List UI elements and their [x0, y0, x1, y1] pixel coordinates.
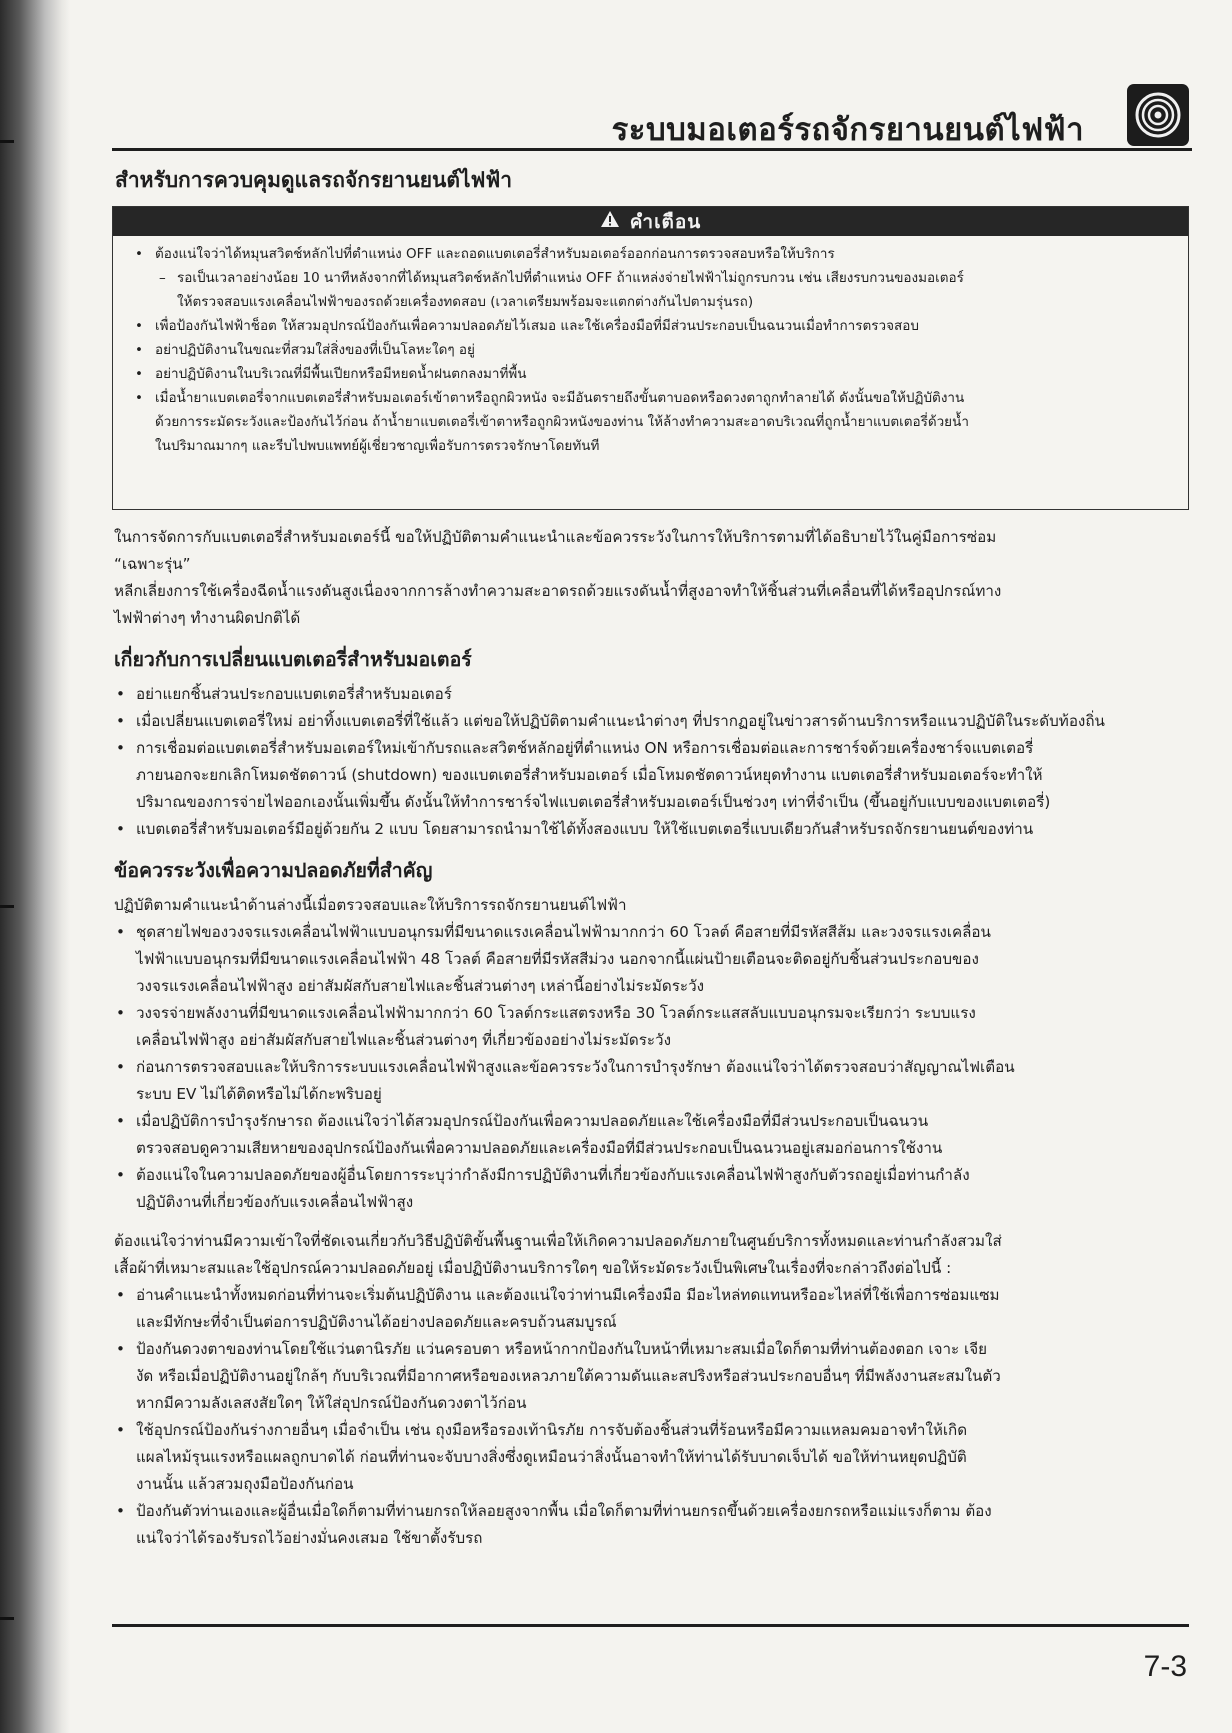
page-header-title: ระบบมอเตอร์รถจักรยานยนต์ไฟฟ้า [611, 112, 1084, 148]
warning-subitem: – รอเป็นเวลาอย่างน้อย 10 นาทีหลังจากที่ได้หมุนสวิตช์หลักไปที่ตำแหน่ง OFF ถ้าแหล่งจ่ายไฟฟ้าไม่ถูกรบกวน เช่น เสียงรบกวนของมอเตอร์ [159, 270, 964, 286]
warning-item: • อย่าปฏิบัติงานในบริเวณที่มีพื้นเปียกหรือมีหยดน้ำฝนตกลงมาที่พื้น [135, 366, 527, 382]
warning-item-continued: ในปริมาณมากๆ และรีบไปพบแพทย์ผู้เชี่ยวชาญเพื่อรับการตรวจรักษาโดยทันที [155, 438, 600, 454]
section-subtitle: สำหรับการควบคุมดูแลรถจักรยานยนต์ไฟฟ้า [115, 168, 513, 192]
safety-precautions-list [114, 919, 1192, 1216]
list-item: • ใช้อุปกรณ์ป้องกันร่างกายอื่นๆ เมื่อจำเป็น เช่น ถุงมือหรือรองเท้านิรภัย การจับต้องชิ้นส่วนที่ร้อนหรือมีความแหลมคมอาจทำให้เกิด แผลไหม้รุนแรงหรือแผลถูกบาดได้ ก่อนที่ท่านจะจับบางสิ่งซึ่งดูเหมือนว่าสิ่งนั้นอาจทำให้ท่านได้รับบาดเจ็บได้ ขอให้ท่านหยุดปฏิบัติ งานนั้น แล้วสวมถุงมือป้องกันก่อน [116, 1421, 968, 1493]
list-item: • เมื่อเปลี่ยนแบตเตอรี่ใหม่ อย่าทิ้งแบตเตอรี่ที่ใช้แล้ว แต่ขอให้ปฏิบัติตามคำแนะนำต่างๆ ที่ปรากฏอยู่ในข่าวสารด้านบริการหรือแนวปฏิบัติในระดับท้องถิ่น [116, 712, 1105, 730]
header-divider [112, 148, 1192, 151]
intro-paragraph: “เฉพาะรุ่น” [114, 555, 191, 573]
general-safety-list [114, 1282, 1192, 1552]
intro-paragraph: ในการจัดการกับแบตเตอรี่สำหรับมอเตอร์นี้ ขอให้ปฏิบัติตามคำแนะนำและข้อควรระวังในการให้บริการตามที่ได้อธิบายไว้ในคู่มือการซ่อม [114, 528, 997, 546]
warning-item: • ต้องแน่ใจว่าได้หมุนสวิตช์หลักไปที่ตำแหน่ง OFF และถอดแบตเตอรี่สำหรับมอเตอร์ออกก่อนการตรวจสอบหรือให้บริการ [135, 246, 835, 262]
list-item: • ป้องกันดวงตาของท่านโดยใช้แว่นตานิรภัย แว่นครอบตา หรือหน้ากากป้องกันใบหน้าที่เหมาะสมเมื่อใดก็ตามที่ท่านต้องตอก เจาะ เจีย งัด หรือเมื่อปฏิบัติงานอยู่ใกล้ๆ กับบริเวณที่มีอากาศหรือของเหลวภายใต้ความดันและสปริงหรือส่วนประกอบอื่นๆ ที่มีพลังงานสะสมในตัว หากมีความลังเลสงสัยใดๆ ให้ใส่อุปกรณ์ป้องกันดวงตาไว้ก่อน [116, 1340, 1001, 1412]
list-item: • เมื่อปฏิบัติการบำรุงรักษารถ ต้องแน่ใจว่าได้สวมอุปกรณ์ป้องกันเพื่อความปลอดภัยและใช้เครื่องมือที่มีส่วนประกอบเป็นฉนวน ตรวจสอบดูความเสียหายของอุปกรณ์ป้องกันเพื่อความปลอดภัยและเครื่องมือที่มีส่วนประกอบเป็นฉนวนอยู่เสมอก่อนการใช้งาน [116, 1112, 943, 1157]
closing-paragraph: เสื้อผ้าที่เหมาะสมและใช้อุปกรณ์ความปลอดภัยอยู่ เมื่อปฏิบัติงานบริการใดๆ ขอให้ระมัดระวังเป็นพิเศษในเรื่องที่จะกล่าวถึงต่อไปนี้ : [114, 1259, 952, 1277]
warning-item: • เมื่อน้ำยาแบตเตอรี่จากแบตเตอรี่สำหรับมอเตอร์เข้าตาหรือถูกผิวหนัง จะมีอันตรายถึงขั้นตาบอดหรือดวงตาถูกทำลายได้ ดังนั้นขอให้ปฏิบัติงาน [135, 390, 965, 406]
page-number: 7-3 [1143, 1650, 1187, 1683]
binding-mark [0, 1617, 14, 1620]
section-heading-safety-precautions: ข้อควรระวังเพื่อความปลอดภัยที่สำคัญ [114, 859, 433, 882]
warning-box [112, 206, 1189, 510]
motor-icon [1127, 84, 1189, 146]
list-item: • ต้องแน่ใจในความปลอดภัยของผู้อื่นโดยการระบุว่ากำลังมีการปฏิบัติงานที่เกี่ยวข้องกับแรงเคลื่อนไฟฟ้าสูงกับตัวรถอยู่เมื่อท่านกำลัง ปฏิบัติงานที่เกี่ยวข้องกับแรงเคลื่อนไฟฟ้าสูง [116, 1166, 970, 1211]
warning-subitem-continued: ให้ตรวจสอบแรงเคลื่อนไฟฟ้าของรถด้วยเครื่องทดสอบ (เวลาเตรียมพร้อมจะแตกต่างกันไปตามรุ่นรถ) [177, 294, 754, 310]
battery-replacement-list [114, 681, 1192, 843]
warning-header [113, 207, 1188, 236]
warning-title: คำเตือน [629, 210, 702, 233]
manual-page [112, 0, 1192, 1733]
intro-paragraph: ไฟฟ้าต่างๆ ทำงานผิดปกติได้ [114, 609, 301, 627]
list-item: • ก่อนการตรวจสอบและให้บริการระบบแรงเคลื่อนไฟฟ้าสูงและข้อควรระวังในการบำรุงรักษา ต้องแน่ใจว่าได้ตรวจสอบว่าสัญญาณไฟเตือน ระบบ EV ไม่ได้ติดหรือไม่ได้กะพริบอยู่ [116, 1058, 1015, 1103]
list-item: • อย่าแยกชิ้นส่วนประกอบแบตเตอรี่สำหรับมอเตอร์ [116, 685, 452, 703]
warning-item: • อย่าปฏิบัติงานในขณะที่สวมใส่สิ่งของที่เป็นโลหะใดๆ อยู่ [135, 342, 475, 358]
binding-mark [0, 905, 14, 908]
list-item: • อ่านคำแนะนำทั้งหมดก่อนที่ท่านจะเริ่มต้นปฏิบัติงาน และต้องแน่ใจว่าท่านมีเครื่องมือ มีอะไหล่ทดแทนหรืออะไหล่ที่ใช้เพื่อการซ่อมแซม และมีทักษะที่จำเป็นต่อการปฏิบัติงานได้อย่างปลอดภัยและครบถ้วนสมบูรณ์ [116, 1286, 1000, 1331]
warning-item: • เพื่อป้องกันไฟฟ้าช็อต ให้สวมอุปกรณ์ป้องกันเพื่อความปลอดภัยไว้เสมอ และใช้เครื่องมือที่มีส่วนประกอบเป็นฉนวนเมื่อทำการตรวจสอบ [135, 318, 919, 334]
main-content [114, 524, 1192, 1552]
binding-mark [0, 140, 14, 143]
warning-item-continued: ด้วยการระมัดระวังและป้องกันไว้ก่อน ถ้าน้ำยาแบตเตอรี่เข้าตาหรือถูกผิวหนังของท่าน ให้ล้างทำความสะอาดบริเวณที่ถูกน้ำยาแบตเตอรี่ด้วยน้ำ [155, 414, 969, 430]
warning-list [113, 236, 1188, 458]
section-heading-battery-replacement: เกี่ยวกับการเปลี่ยนแบตเตอรี่สำหรับมอเตอร์ [114, 648, 472, 671]
warning-triangle-icon [600, 210, 620, 233]
list-item: • แบตเตอรี่สำหรับมอเตอร์มีอยู่ด้วยกัน 2 แบบ โดยสามารถนำมาใช้ได้ทั้งสองแบบ ให้ใช้แบตเตอรี่แบบเดียวกันสำหรับรถจักรยานยนต์ของท่าน [116, 820, 1034, 838]
intro-paragraph: หลีกเลี่ยงการใช้เครื่องฉีดน้ำแรงดันสูงเนื่องจากการล้างทำความสะอาดรถด้วยแรงดันน้ำที่สูงอาจทำให้ชิ้นส่วนที่เคลื่อนที่ได้หรืออุปกรณ์ทาง [114, 582, 1002, 600]
book-binding-shadow [0, 0, 70, 1733]
list-item: • ป้องกันตัวท่านเองและผู้อื่นเมื่อใดก็ตามที่ท่านยกรถให้ลอยสูงจากพื้น เมื่อใดก็ตามที่ท่านยกรถขึ้นด้วยเครื่องยกรถหรือแม่แรงก็ตาม ต้อง แน่ใจว่าได้รองรับรถไว้อย่างมั่นคงเสมอ ใช้ขาตั้งรับรถ [116, 1502, 992, 1547]
section-intro: ปฏิบัติตามคำแนะนำด้านล่างนี้เมื่อตรวจสอบและให้บริการรถจักรยานยนต์ไฟฟ้า [114, 896, 627, 914]
list-item: • การเชื่อมต่อแบตเตอรี่สำหรับมอเตอร์ใหม่เข้ากับรถและสวิตช์หลักอยู่ที่ตำแหน่ง ON หรือการเชื่อมต่อและการชาร์จด้วยเครื่องชาร์จแบตเตอรี่ ภายนอกจะยกเลิกโหมดชัตดาวน์ (shutdown) ของแบตเตอรี่สำหรับมอเตอร์ เมื่อโหมดชัตดาวน์หยุดทำงาน แบตเตอรี่สำหรับมอเตอร์จะทำให้ ปริมาณของการจ่ายไฟออกเองนั้นเพิ่มขึ้น ดังนั้นให้ทำการชาร์จไฟแบตเตอรี่สำหรับมอเตอร์เป็นช่วงๆ เท่าที่จำเป็น (ขึ้นอยู่กับแบบของแบตเตอรี่) [116, 739, 1051, 811]
footer-divider [112, 1624, 1189, 1627]
closing-paragraph: ต้องแน่ใจว่าท่านมีความเข้าใจที่ชัดเจนเกี่ยวกับวิธีปฏิบัติขั้นพื้นฐานเพื่อให้เกิดความปลอดภัยภายในศูนย์บริการทั้งหมดและท่านกำลังสวมใส่ [114, 1232, 1002, 1250]
list-item: • วงจรจ่ายพลังงานที่มีขนาดแรงเคลื่อนไฟฟ้ามากกว่า 60 โวลต์กระแสตรงหรือ 30 โวลต์กระแสสลับแบบอนุกรมจะเรียกว่า ระบบแรง เคลื่อนไฟฟ้าสูง อย่าสัมผัสกับสายไฟและชิ้นส่วนต่างๆ ที่เกี่ยวข้องอย่างไม่ระมัดระวัง [116, 1004, 976, 1049]
list-item: • ชุดสายไฟของวงจรแรงเคลื่อนไฟฟ้าแบบอนุกรมที่มีขนาดแรงเคลื่อนไฟฟ้ามากกว่า 60 โวลต์ คือสายที่มีรหัสสีส้ม และวงจรแรงเคลื่อน ไฟฟ้าแบบอนุกรมที่มีขนาดแรงเคลื่อนไฟฟ้า 48 โวลต์ คือสายที่มีรหัสสีม่วง นอกจากนี้แผ่นป้ายเตือนจะติดอยู่กับชิ้นส่วนประกอบของ วงจรแรงเคลื่อนไฟฟ้าสูง อย่าสัมผัสกับสายไฟและชิ้นส่วนต่างๆ เหล่านี้อย่างไม่ระมัดระวัง [116, 923, 991, 995]
